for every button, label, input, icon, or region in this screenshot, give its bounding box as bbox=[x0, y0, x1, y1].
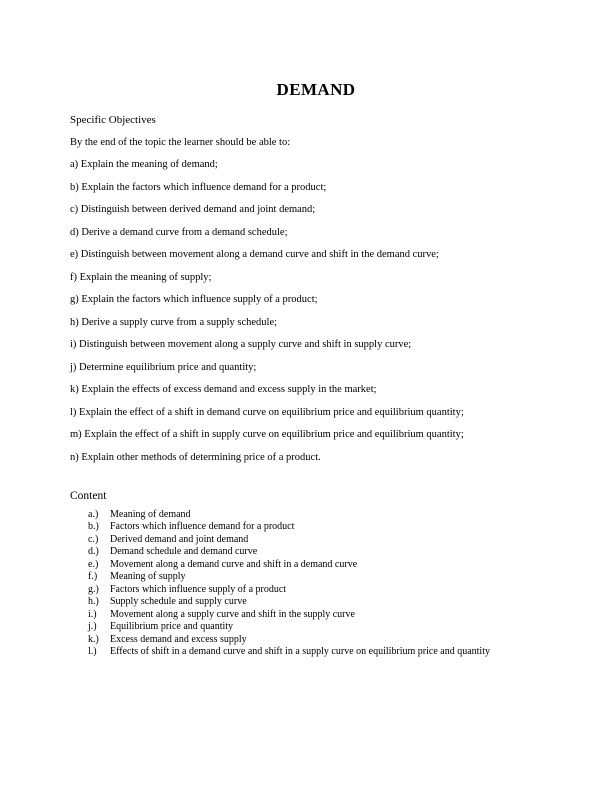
content-item bbox=[88, 634, 562, 647]
content-item-text: Meaning of supply bbox=[110, 571, 186, 582]
page-title: DEMAND bbox=[276, 80, 356, 99]
content-item-text: Excess demand and excess supply bbox=[110, 633, 247, 645]
content-item-label: c.) bbox=[88, 533, 99, 545]
content-item-label: l.) bbox=[88, 646, 97, 657]
content-item-text: Movement along a supply curve and shift in the supply curve bbox=[110, 608, 355, 620]
objective-item: e) Distinguish between movement along a demand curve and shift in the demand curve; bbox=[70, 249, 439, 260]
content-item bbox=[88, 509, 562, 522]
objective-item: c) Distinguish between derived demand and joint demand; bbox=[70, 204, 316, 215]
content-item-label: h.) bbox=[88, 596, 99, 607]
objectives-list bbox=[70, 159, 562, 464]
objective-item: l) Explain the effect of a shift in demand curve on equilibrium price and equilibrium quantity; bbox=[70, 406, 464, 418]
content-item-label: b.) bbox=[88, 521, 99, 532]
content-heading: Content bbox=[70, 489, 107, 502]
objective-item: k) Explain the effects of excess demand and excess supply in the market; bbox=[70, 384, 377, 395]
objectives-heading: Specific Objectives bbox=[70, 114, 156, 126]
content-item-label: a.) bbox=[88, 508, 99, 520]
objective-item: d) Derive a demand curve from a demand schedule; bbox=[70, 226, 288, 238]
objective-item: h) Derive a supply curve from a supply schedule; bbox=[70, 316, 278, 328]
content-list bbox=[88, 509, 562, 659]
content-item-label: f.) bbox=[88, 571, 98, 582]
content-item bbox=[88, 621, 562, 634]
content-item bbox=[88, 584, 562, 597]
objective-item: a) Explain the meaning of demand; bbox=[70, 159, 218, 170]
objectives-section bbox=[70, 114, 562, 464]
content-item bbox=[88, 646, 562, 659]
objective-item: m) Explain the effect of a shift in supply curve on equilibrium price and equilibrium quantity; bbox=[70, 429, 464, 440]
content-item-text: Derived demand and joint demand bbox=[110, 533, 249, 545]
content-item-text: Meaning of demand bbox=[110, 508, 191, 520]
content-item-text: Effects of shift in a demand curve and shift in a supply curve on equilibrium price and quantity bbox=[110, 646, 490, 657]
content-item bbox=[88, 609, 562, 622]
content-item-label: i.) bbox=[88, 608, 97, 620]
content-item bbox=[88, 534, 562, 547]
content-item bbox=[88, 546, 562, 559]
content-section bbox=[70, 490, 562, 659]
content-item-text: Movement along a demand curve and shift in a demand curve bbox=[110, 558, 358, 570]
content-item-label: j.) bbox=[88, 621, 97, 632]
content-item-text: Equilibrium price and quantity bbox=[110, 621, 234, 632]
content-item-label: e.) bbox=[88, 558, 99, 570]
content-item-text: Factors which influence demand for a product bbox=[110, 521, 295, 532]
content-item bbox=[88, 596, 562, 609]
objective-item: j) Determine equilibrium price and quantity; bbox=[70, 361, 257, 373]
content-item bbox=[88, 521, 562, 534]
content-item-label: g.) bbox=[88, 583, 99, 595]
content-item-label: k.) bbox=[88, 633, 99, 645]
content-item-text: Supply schedule and supply curve bbox=[110, 596, 247, 607]
objective-item: i) Distinguish between movement along a supply curve and shift in supply curve; bbox=[70, 339, 412, 350]
objective-item: b) Explain the factors which influence demand for a product; bbox=[70, 181, 327, 193]
objective-item: n) Explain other methods of determining price of a product. bbox=[70, 451, 321, 463]
content-item-text: Factors which influence supply of a product bbox=[110, 583, 287, 595]
content-item-label: d.) bbox=[88, 546, 99, 557]
content-item-text: Demand schedule and demand curve bbox=[110, 546, 258, 557]
objective-item: f) Explain the meaning of supply; bbox=[70, 271, 212, 283]
content-item bbox=[88, 571, 562, 584]
objective-item: g) Explain the factors which influence supply of a product; bbox=[70, 294, 318, 305]
objectives-intro: By the end of the topic the learner should be able to: bbox=[70, 136, 291, 148]
content-item bbox=[88, 559, 562, 572]
